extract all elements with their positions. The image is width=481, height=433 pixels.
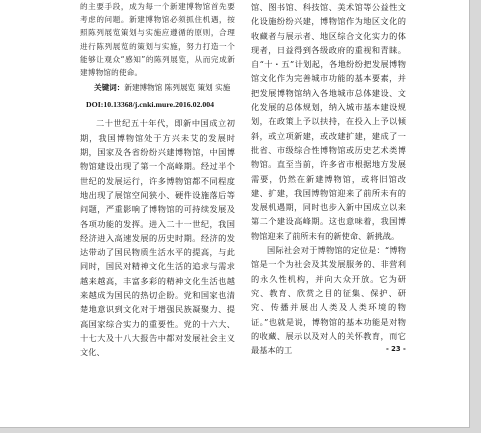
left-column — [80, 0, 235, 359]
left-body — [80, 116, 235, 359]
keywords-row — [80, 81, 235, 94]
keywords-label: 关键词： — [94, 83, 125, 93]
body-paragraph: 国际社会对于博物馆的定位是：“博物馆是一个为社会及其发展服务的、非营利的永久性机构，并向大众开放。它为研究、教育、欣赏之目的征集、保护、研究、传播并展出人类及人类环境的物证。”也就是说，博物馆的基本功能是对物的收藏、展示以及对人的关怀教育，而它最基本的工 — [251, 245, 406, 356]
abstract-text: 的主要手段，成为每一个新建博物馆首先要考虑的问题。新建博物馆必须抓住机遇，按照陈列展览策划与实施应遵循的原则，合理进行陈列展览的策划与实施，努力打造一个能够让观众“感知”的陈列展览，从而完成新建博物馆的使命。 — [80, 2, 235, 78]
doi-line: DOI:10.13368/j.cnki.mure.2016.02.004 — [86, 100, 215, 110]
right-body — [251, 0, 406, 357]
keywords-text: 新建博物馆 陈列展览 策划 实施 — [124, 83, 231, 93]
body-paragraph-continued: 馆、图书馆、科技馆、美术馆等公益性文化设施纷纷兴建，博物馆作为地区文化的收藏者与展示者、地区综合文化实力的体现者，日益得到各级政府的重视和青睐。自“十・五”计划起，各地纷纷把发展博物馆文化作为完善城市功能的基本要素，并把发展博物馆纳入各地城市总体建设、文化发展的总体规划，纳入城市基本建设规划，在政策上予以扶持，在投入上予以倾斜，或立项新建，或改建扩建，建成了一批省、市级综合性博物馆或历史艺术类博物馆。直至当前，许多省市根据地方发展需要，仍然在新建博物馆，或将旧馆改建、扩建，我国博物馆迎来了前所未有的发展机遇期，同时也步入新中国成立以来第二个建设高峰期。这也意味着，我国博物馆迎来了前所未有的新使命、新挑战。 — [251, 2, 406, 241]
right-column — [251, 0, 406, 357]
body-paragraph: 二十世纪五十年代，即新中国成立初期，我国博物馆处于方兴未艾的发展时期，国家及各省纷纷兴建博物馆，中国博物馆建设出现了第一个高峰期。经过半个世纪的发展运行，许多博物馆都不同程度地出现了展馆空间狭小、硬件设施落后等问题，严重影响了博物馆的可持续发展及各项功能的发挥。进入二十一世纪，我国经济进入高速发展的历史时期。经济的发达带动了国民物质生活水平的提高，与此同时，国民对精神文化生活的追求与需求越来越高，丰富多彩的精神文化生活也越来越成为国民的热切企盼。党和国家也清楚地意识到文化对于增强民族凝聚力、提高国家综合实力的重要性。党的十六大、十七大及十八大报告中都对发展社会主义文化、 — [80, 118, 235, 358]
page-number: - 23 - — [386, 345, 406, 353]
